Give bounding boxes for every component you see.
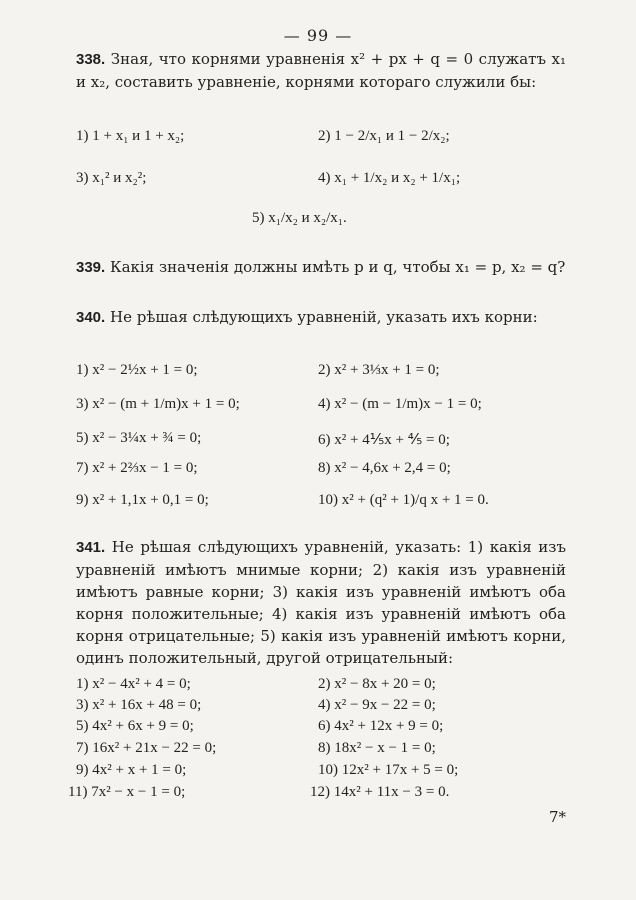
eq-340-8: 8) x² − 4,6x + 2,4 = 0; [318,460,451,476]
eq-341-4: 4) x² − 9x − 22 = 0; [318,697,436,713]
eq-341-8: 8) 18x² − x − 1 = 0; [318,740,436,756]
eq-341-2: 2) x² − 8x + 20 = 0; [318,676,436,692]
problem-number: 338. [76,51,106,68]
eq-340-1: 1) x² − 2½x + 1 = 0; [76,362,198,378]
eq-338-2: 2) 1 − 2/x₁ и 1 − 2/x₂; [318,128,450,144]
problem-341 [76,536,566,669]
eq-341-5: 5) 4x² + 6x + 9 = 0; [76,718,194,734]
eq-340-6: 6) x² + 4⅕x + ⅘ = 0; [318,432,450,448]
problem-text: Не рѣшая слѣдующихъ уравненій, указать: 1) какія изъ уравненій имѣютъ мнимые корни; 2) какія изъ уравненій имѣютъ равные корни; 3) какія изъ уравненій имѣютъ оба корня положительные; 4) какія изъ уравненій имѣютъ оба корня отрицательные; 5) какія изъ уравненій имѣютъ корни, одинъ положительный, другой отрицательный: [76,538,566,667]
problem-text: Какія значенія должны имѣть p и q, чтобы x₁ = p, x₂ = q? [109,258,566,276]
eq-341-12: 12) 14x² + 11x − 3 = 0. [310,784,450,800]
eq-340-7: 7) x² + 2⅔x − 1 = 0; [76,460,198,476]
eq-340-2: 2) x² + 3⅓x + 1 = 0; [318,362,440,378]
problem-text: Зная, что корнями уравненія x² + px + q = 0 служатъ x₁ и x₂, составить уравненіе, корнями котораго служили бы: [76,50,566,91]
problem-number: 340. [76,309,106,326]
problem-340 [76,306,566,329]
eq-341-11: 11) 7x² − x − 1 = 0; [68,784,186,800]
signature-mark: 7* [548,808,566,826]
eq-341-7: 7) 16x² + 21x − 22 = 0; [76,740,217,756]
eq-338-1: 1) 1 + x₁ и 1 + x₂; [76,128,185,144]
eq-341-3: 3) x² + 16x + 48 = 0; [76,697,202,713]
problem-number: 339. [76,259,106,276]
eq-338-3: 3) x₁² и x₂²; [76,170,147,186]
eq-338-4: 4) x₁ + 1/x₂ и x₂ + 1/x₁; [318,170,461,186]
eq-340-10: 10) x² + (q² + 1)/q x + 1 = 0. [318,492,489,508]
problem-number: 341. [76,539,106,556]
problem-339 [76,256,566,279]
eq-341-10: 10) 12x² + 17x + 5 = 0; [318,762,459,778]
eq-341-1: 1) x² − 4x² + 4 = 0; [76,676,191,692]
eq-340-5: 5) x² − 3¼x + ¾ = 0; [76,430,202,446]
eq-338-5: 5) x₁/x₂ и x₂/x₁. [252,210,347,226]
eq-340-3: 3) x² − (m + 1/m)x + 1 = 0; [76,396,240,412]
eq-340-9: 9) x² + 1,1x + 0,1 = 0; [76,492,209,508]
eq-341-6: 6) 4x² + 12x + 9 = 0; [318,718,444,734]
eq-341-9: 9) 4x² + x + 1 = 0; [76,762,187,778]
page-number: — 99 — [283,26,353,45]
eq-340-4: 4) x² − (m − 1/m)x − 1 = 0; [318,396,482,412]
problem-338 [76,48,566,93]
problem-text: Не рѣшая слѣдующихъ уравненій, указать ихъ корни: [109,308,538,326]
